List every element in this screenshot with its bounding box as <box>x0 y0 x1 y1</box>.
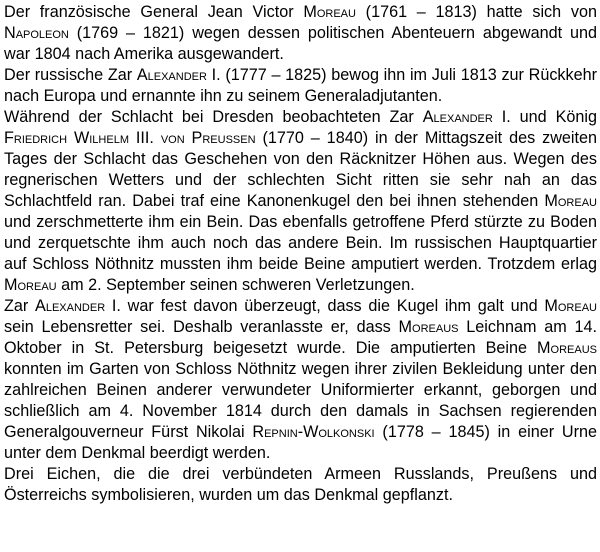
text-run: (1761 – 1813) hatte sich von <box>355 3 597 21</box>
text-run: I. (1777 – 1825) bewog ihn im Juli 1813 zur Rückkehr nach Europa und ernannte ihn zu seinem Generaladjutanten. <box>4 66 597 105</box>
text-run: (1770 – 1840) in der Mittagszeit des zweiten Tages der Schlacht das Geschehen von den Räcknitzer Höhen aus. Wegen des regnerischen Wetters und der schlechten Sicht ritten sie sehr nah an das Schlachtfeld ran. Dabei traf eine Kanonenkugel den bei ihnen stehenden <box>4 129 597 210</box>
name-smallcaps: Friedrich Wilhelm <box>4 129 129 147</box>
text-run: konnten im Garten von Schloss Nöthnitz wegen ihrer zivilen Bekleidung unter den zahlreichen Beinen anderer verwundeter Uniformierter erkannt, geborgen und schließlich am 4. November 1814 durch den damals in Sachsen regierenden Generalgouverneur Fürst Nikolai <box>4 360 597 441</box>
text-run: Während der Schlacht bei Dresden beobachteten Zar <box>4 108 423 126</box>
name-smallcaps: Moreau <box>544 192 597 210</box>
paragraph-moreau-background <box>4 2 597 65</box>
name-smallcaps: Moreaus <box>537 339 597 357</box>
name-smallcaps: Moreau <box>544 297 597 315</box>
text-run: III. <box>128 129 161 147</box>
name-smallcaps: Alexander <box>136 66 207 84</box>
name-smallcaps: Moreaus <box>398 318 459 336</box>
name-smallcaps: Moreau <box>4 276 57 294</box>
paragraph-three-oaks <box>4 464 597 506</box>
text-run: sein Lebensretter sei. Deshalb veranlasste er, dass <box>4 318 399 336</box>
name-smallcaps: Alexander <box>422 108 493 126</box>
paragraph-battle-of-dresden <box>4 107 597 296</box>
paragraph-return-to-europe <box>4 65 597 107</box>
text-run: Der französische General Jean Victor <box>4 3 304 21</box>
text-run: I. war fest davon überzeugt, dass die Kugel ihm galt und <box>105 297 545 315</box>
name-smallcaps: Napoleon <box>4 24 69 42</box>
text-run: Der russische Zar <box>4 66 137 84</box>
text-run: und zerschmetterte ihm ein Bein. Das ebenfalls getroffene Pferd stürzte zu Boden und zerquetschte ihm auch noch das andere Bein. Im russischen Hauptquartier auf Schloss Nöthnitz mussten ihm beide Beine amputiert werden. Trotzdem erlag <box>4 213 597 273</box>
text-run: am 2. September seinen schweren Verletzungen. <box>56 276 415 294</box>
text-run: Drei Eichen, die die drei verbündeten Armeen Russlands, Preußens und Österreichs symbolisieren, wurden um das Denkmal gepflanzt. <box>4 465 597 504</box>
name-smallcaps: Repnin-Wolkonski <box>252 423 375 441</box>
name-smallcaps: Alexander <box>35 297 106 315</box>
text-run: Leichnam am 14. Oktober in St. Petersburg beigesetzt wurde. Die amputierten Beine <box>4 318 597 357</box>
text-run: (1769 – 1821) wegen dessen politischen Abenteuern abgewandt und war 1804 nach Amerika ausgewandert. <box>4 24 597 63</box>
paragraph-burial <box>4 296 597 464</box>
name-smallcaps: Moreau <box>303 3 356 21</box>
text-run: (1778 – 1845) in einer Urne unter dem Denkmal beerdigt werden. <box>4 423 597 462</box>
text-run: Zar <box>4 297 36 315</box>
text-run: I. und König <box>492 108 597 126</box>
name-smallcaps: von Preußen <box>160 129 256 147</box>
